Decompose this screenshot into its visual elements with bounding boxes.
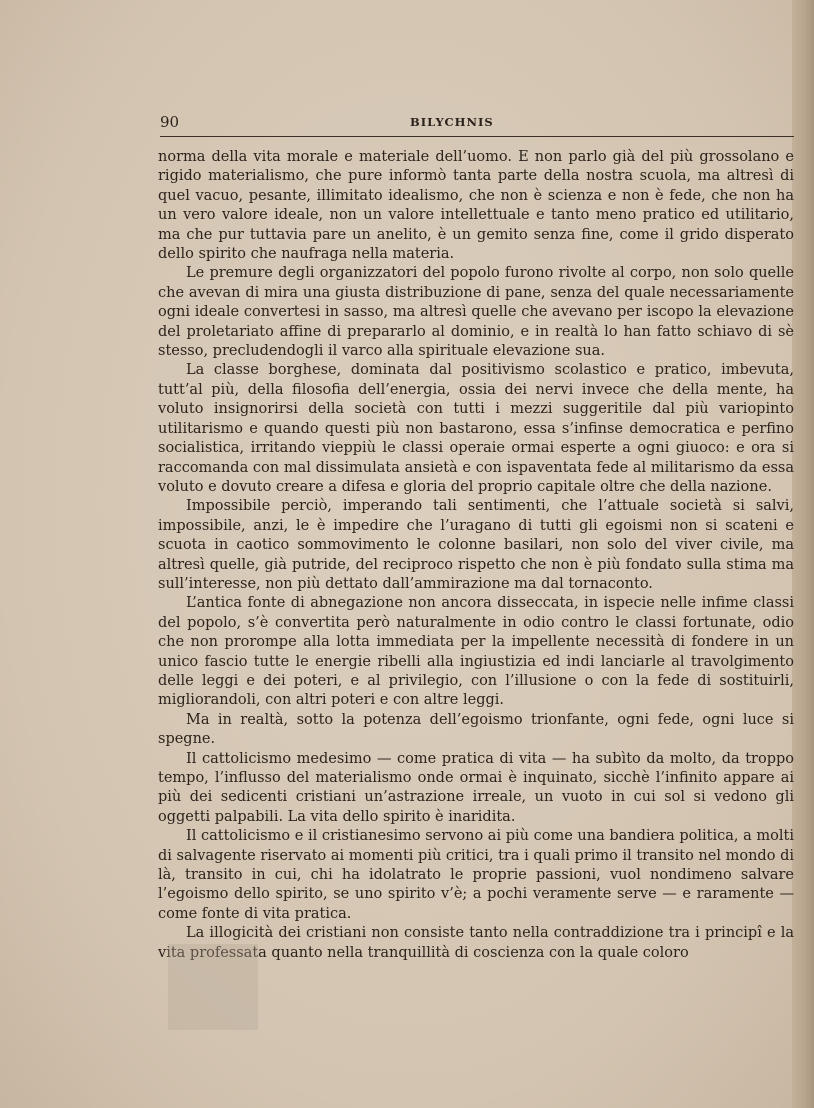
paragraph: Impossibile perciò, imperando tali sentimenti, che l’attuale società si salvi, impossibile, anzi, le è impedire che l’uragano di tutti gli egoismi non si scateni e scuota in caotico sommovimento le colonne basilari, non solo del viver civile, ma altresì quelle, già putride, del reciproco rispetto che non è più fondato sulla stima ma sull’interesse, non più dettato dall’ammirazione ma dal tornaconto. xyxy=(158,498,794,592)
header-rule xyxy=(160,136,794,137)
page-edge xyxy=(792,0,814,1108)
paragraph: Ma in realtà, sotto la potenza dell’egoismo trionfante, ogni fede, ogni luce si spegne. xyxy=(158,711,794,748)
page-number: 90 xyxy=(160,113,180,131)
faded-stamp xyxy=(168,944,258,1030)
body-text xyxy=(158,148,794,963)
paragraph: La classe borghese, dominata dal positivismo scolastico e pratico, imbevuta, tutt’al più, della filosofia dell’energia, ossia dei nervi invece che della mente, ha voluto insignorirsi della società con tutti i mezzi suggeritile dal più variopinto utilitarismo e quando questi più non bastarono, essa s’infinse democratica e perfino socialistica, irritando vieppiù le classi operaie ormai esperte a ogni giuoco: e ora si raccomanda con mal dissimulata ansietà e con ispaventata fede al militarismo da essa voluto e dovuto creare a difesa e gloria del proprio capitale oltre che della nazione. xyxy=(158,362,794,495)
paragraph: Le premure degli organizzatori del popolo furono rivolte al corpo, non solo quelle che avevan di mira una giusta distribuzione di pane, senza del quale necessariamente ogni ideale convertesi in sasso, ma altresì quelle che avevano per iscopo la elevazione del proletariato affine di prepararlo al dominio, e in realtà lo han fatto schiavo di sè stesso, precludendogli il varco alla spirituale elevazione sua. xyxy=(158,265,794,360)
paragraph: L’antica fonte di abnegazione non ancora disseccata, in ispecie nelle infime classi del popolo, s’è convertita però naturalmente in odio contro le classi fortunate, odio che non prorompe alla lotta immediata per la impellente necessità di fondere in un unico fascio tutte le energie ribelli alla ingiustizia ed indi lanciarle al travolgimento delle leggi e dei poteri, e al privilegio, con l’illusione o con la fede di sostituirli, migliorandoli, con altri poteri e con altre leggi. xyxy=(158,595,794,709)
paragraph: Il cattolicismo e il cristianesimo servono ai più come una bandiera politica, a molti di salvagente riservato ai momenti più critici, tra i quali primo il transito nel mondo di là, transito in cui, chi ha idolatrato le proprie passioni, vuol nondimeno salvare l’egoismo dello spirito, se uno spirito v’è; a pochi veramente serve — e raramente — come fonte di vita pratica. xyxy=(158,828,794,922)
paragraph: Il cattolicismo medesimo — come pratica di vita — ha subìto da molto, da troppo tempo, l’influsso del materialismo onde ormai è inquinato, sicchè l’infinito appare ai più dei sedicenti cristiani un’astrazione irreale, un vuoto in cui sol si vedono gli oggetti palpabili. La vita dello spirito è inaridita. xyxy=(158,750,794,825)
running-title: BILYCHNIS xyxy=(410,115,494,129)
paragraph: La illogicità dei cristiani non consiste tanto nella contraddizione tra i principî e la vita professata quanto nella tranquillità di coscienza con la quale coloro xyxy=(158,925,794,961)
paragraph: norma della vita morale e materiale dell’uomo. E non parlo già del più grossolano e rigido materialismo, che pure informò tanta parte della nostra scuola, ma altresì di quel vacuo, pesante, illimitato idealismo, che non è scienza e non è fede, che non ha un vero valore ideale, non un valore intellettuale e tanto meno pratico ed utilitario, ma che pur tuttavia pare un anelito, è un gemito senza fine, come il grido disperato dello spirito che naufraga nella materia. xyxy=(158,149,794,263)
page-header xyxy=(160,113,794,135)
